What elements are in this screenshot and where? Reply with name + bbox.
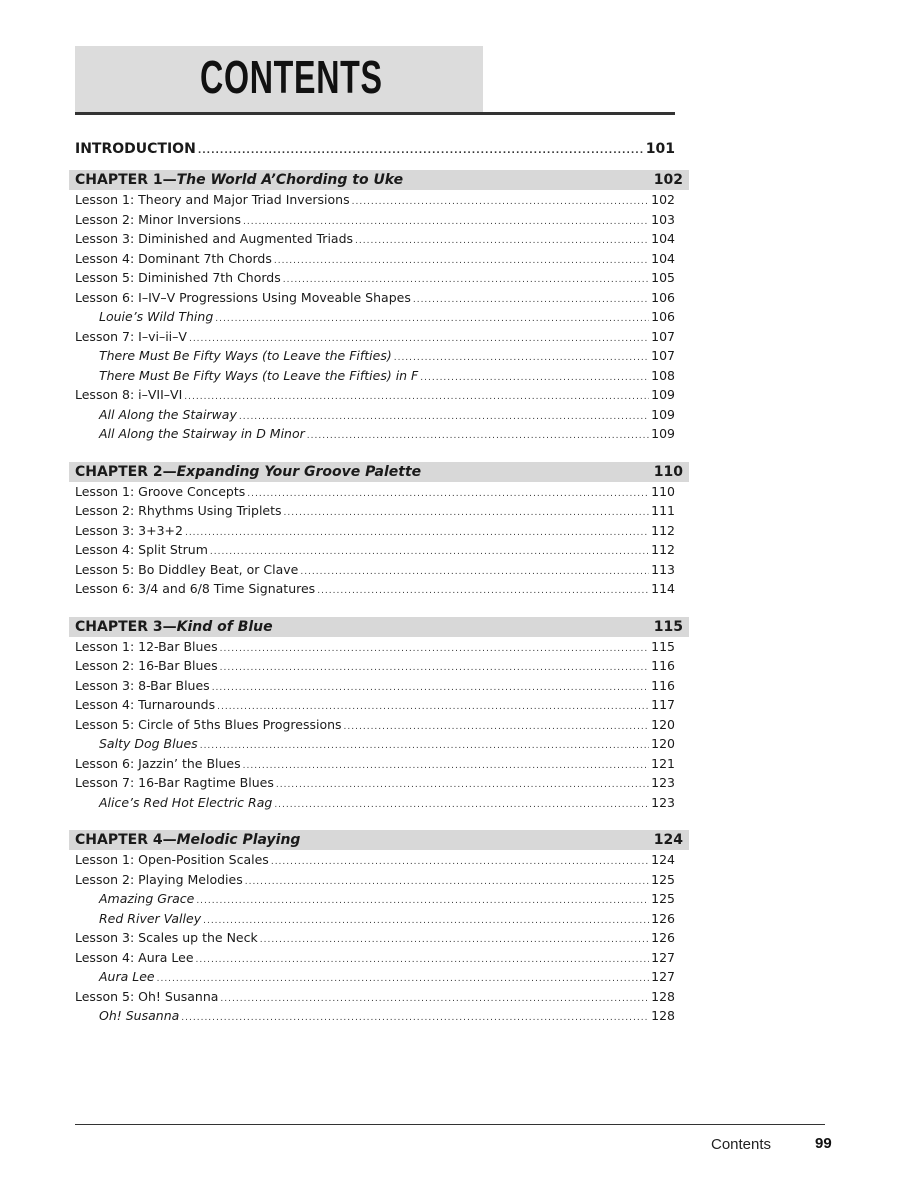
toc-entry[interactable] <box>75 676 675 696</box>
toc-entry-page: 112 <box>651 542 675 557</box>
dot-leader <box>200 737 649 757</box>
dot-leader <box>352 193 650 213</box>
chapter-title: CHAPTER 2—Expanding Your Groove Palette <box>75 463 422 480</box>
toc-entry-page: 127 <box>651 969 675 984</box>
toc-entry[interactable] <box>75 928 675 948</box>
dot-leader <box>260 931 649 951</box>
toc-entry-label: There Must Be Fifty Ways (to Leave the Fifties) <box>99 348 392 363</box>
dot-leader <box>196 892 649 912</box>
chapter-title: CHAPTER 3—Kind of Blue <box>75 618 273 635</box>
toc-entry-page: 128 <box>651 988 675 1004</box>
toc-entry[interactable] <box>75 754 675 774</box>
toc-song-entry[interactable] <box>75 424 675 444</box>
toc-entry-page: 117 <box>651 697 675 712</box>
toc-song-entry[interactable] <box>75 909 675 929</box>
toc-entry-page: 120 <box>651 716 675 732</box>
dot-leader <box>181 1009 649 1029</box>
toc-entry-page: 109 <box>651 426 675 441</box>
toc-entry[interactable] <box>75 288 675 308</box>
toc-entry-label: Red River Valley <box>99 910 202 926</box>
toc-entry-page: 125 <box>651 871 675 887</box>
toc-entry-label: Louie’s Wild Thing <box>99 309 214 324</box>
toc-entry-page: 110 <box>651 483 675 499</box>
toc-entry-page: 109 <box>651 406 675 422</box>
dot-leader <box>198 140 644 162</box>
footer-page-number: 99 <box>815 1135 832 1152</box>
toc-entry-page: 126 <box>651 930 675 945</box>
toc-entry-page: 101 <box>645 141 675 157</box>
dot-leader <box>245 873 649 893</box>
toc-entry-label: Lesson 3: 8-Bar Blues <box>75 677 210 693</box>
dot-leader <box>344 718 650 738</box>
toc-entry-label: Lesson 6: Jazzin’ the Blues <box>75 755 241 771</box>
toc-entry-page: 116 <box>651 677 675 693</box>
toc-entry-page: 114 <box>651 581 675 596</box>
toc-entry-page: 106 <box>651 309 675 324</box>
toc-entry[interactable] <box>75 656 675 676</box>
chapter-page: 115 <box>653 618 683 635</box>
chapter-title: CHAPTER 1—The World A’Chording to Uke <box>75 172 404 188</box>
toc-entry-label: Lesson 2: Minor Inversions <box>75 211 241 227</box>
toc-entry-label: Lesson 8: i–VII–VI <box>75 387 183 402</box>
toc-entry-page: 116 <box>651 658 675 673</box>
toc-entry-page: 121 <box>651 755 675 771</box>
dot-leader <box>300 563 649 583</box>
toc-song-entry[interactable] <box>75 405 675 425</box>
toc-entry-page: 126 <box>651 910 675 926</box>
chapter-2-heading[interactable] <box>69 462 689 482</box>
toc-entry-label: Lesson 1: Groove Concepts <box>75 483 246 499</box>
chapter-3-heading[interactable] <box>69 617 689 637</box>
toc-song-entry[interactable] <box>75 346 675 366</box>
toc-entry[interactable] <box>75 695 675 715</box>
toc-entry-label: Lesson 7: 16-Bar Ragtime Blues <box>75 775 274 790</box>
footer-section-label: Contents <box>711 1136 772 1153</box>
toc-entry-page: 107 <box>651 328 675 344</box>
dot-leader <box>276 776 649 796</box>
toc-entry-page: 109 <box>651 387 675 402</box>
footer-rule <box>75 1124 825 1125</box>
toc-entry[interactable] <box>75 540 675 560</box>
toc-entry-label: Lesson 3: Scales up the Neck <box>75 930 258 945</box>
dot-leader <box>307 427 649 447</box>
dot-leader <box>274 252 649 272</box>
toc-entry-label: Lesson 5: Oh! Susanna <box>75 988 219 1004</box>
toc-song-entry[interactable] <box>75 734 675 754</box>
dot-leader <box>220 990 649 1010</box>
toc-entry-label: Lesson 3: Diminished and Augmented Triads <box>75 231 354 246</box>
toc-entry[interactable] <box>75 268 675 288</box>
toc-entry-label: Alice’s Red Hot Electric Rag <box>99 794 273 810</box>
chapter-title: CHAPTER 4—Melodic Playing <box>75 832 301 848</box>
toc-entry-page: 125 <box>651 891 675 906</box>
toc-entry-page: 105 <box>651 270 675 285</box>
dot-leader <box>274 796 649 816</box>
toc-entry-label: Lesson 5: Diminished 7th Chords <box>75 270 281 285</box>
toc-entry[interactable] <box>75 560 675 580</box>
toc-entry-page: 120 <box>651 736 675 751</box>
chapter-4-heading[interactable] <box>69 830 689 850</box>
dot-leader <box>284 504 650 524</box>
toc-entry[interactable] <box>75 501 675 521</box>
toc-entry-label: Aura Lee <box>99 969 155 984</box>
toc-entry-label: Lesson 1: Theory and Major Triad Inversions <box>75 192 350 207</box>
toc-entry[interactable] <box>75 190 675 210</box>
dot-leader <box>203 912 649 932</box>
toc-entry-page: 112 <box>651 522 675 538</box>
chapter-1-heading[interactable] <box>69 170 689 190</box>
toc-entry-label: Lesson 2: 16-Bar Blues <box>75 658 218 673</box>
toc-entry-label: Lesson 5: Circle of 5ths Blues Progressions <box>75 716 342 732</box>
dot-leader <box>196 951 650 971</box>
toc-entry-page: 102 <box>651 192 675 207</box>
toc-entry-label: Lesson 7: I–vi–ii–V <box>75 328 187 344</box>
toc-entry-label: Lesson 4: Aura Lee <box>75 949 194 965</box>
toc-entry-label: Lesson 1: 12-Bar Blues <box>75 638 218 654</box>
toc-entry-page: 108 <box>651 367 675 383</box>
toc-entry-label: Lesson 6: I–IV–V Progressions Using Moveable Shapes <box>75 289 411 305</box>
toc-entry-label: Lesson 4: Dominant 7th Chords <box>75 250 272 266</box>
toc-entry-label: Lesson 3: 3+3+2 <box>75 522 183 538</box>
toc-entry[interactable] <box>75 229 675 249</box>
dot-leader <box>243 757 650 777</box>
toc-entry-label: Oh! Susanna <box>99 1008 180 1023</box>
toc-entry-label: All Along the Stairway <box>99 406 237 422</box>
dot-leader <box>247 485 649 505</box>
dot-leader <box>394 349 649 369</box>
title-rule <box>75 112 675 115</box>
toc-entry[interactable] <box>75 637 675 657</box>
toc-entry[interactable] <box>75 327 675 347</box>
chapter-page: 124 <box>653 832 683 848</box>
dot-leader <box>413 291 649 311</box>
toc-entry-page: 127 <box>651 949 675 965</box>
dot-leader <box>271 853 649 873</box>
dot-leader <box>420 369 649 389</box>
toc-entry-label: Salty Dog Blues <box>99 736 198 751</box>
toc-entry-label: Lesson 2: Rhythms Using Triplets <box>75 503 282 518</box>
toc-entry[interactable] <box>75 850 675 870</box>
dot-leader <box>185 524 649 544</box>
toc-introduction[interactable] <box>75 138 675 160</box>
toc-entry-page: 103 <box>651 211 675 227</box>
toc-entry-page: 106 <box>651 289 675 305</box>
dot-leader <box>220 640 650 660</box>
toc-song-entry[interactable] <box>75 967 675 987</box>
chapter-page: 102 <box>653 172 683 188</box>
toc-song-entry[interactable] <box>75 889 675 909</box>
toc-entry[interactable] <box>75 987 675 1007</box>
page-title: CONTENTS <box>200 51 383 103</box>
toc-song-entry[interactable] <box>75 307 675 327</box>
toc-entry-label: Lesson 6: 3/4 and 6/8 Time Signatures <box>75 581 316 596</box>
toc-entry-label: Lesson 4: Turnarounds <box>75 697 216 712</box>
dot-leader <box>355 232 649 252</box>
toc-entry[interactable] <box>75 948 675 968</box>
toc-entry-label: Lesson 4: Split Strum <box>75 542 208 557</box>
table-of-contents <box>75 138 683 1026</box>
toc-entry[interactable] <box>75 715 675 735</box>
toc-entry-page: 113 <box>651 561 675 577</box>
toc-song-entry[interactable] <box>75 793 675 813</box>
toc-entry[interactable] <box>75 482 675 502</box>
dot-leader <box>317 582 649 602</box>
toc-entry-page: 115 <box>651 638 675 654</box>
dot-leader <box>184 388 649 408</box>
toc-entry[interactable] <box>75 870 675 890</box>
toc-entry-label: There Must Be Fifty Ways (to Leave the Fifties) in F <box>99 367 419 383</box>
toc-entry-label: Amazing Grace <box>99 891 195 906</box>
toc-entry[interactable] <box>75 249 675 269</box>
toc-entry-page: 123 <box>651 775 675 790</box>
toc-entry[interactable] <box>75 579 675 599</box>
toc-entry-page: 123 <box>651 794 675 810</box>
toc-entry[interactable] <box>75 210 675 230</box>
toc-song-entry[interactable] <box>75 366 675 386</box>
toc-entry-page: 111 <box>651 503 675 518</box>
toc-entry-page: 107 <box>651 348 675 363</box>
toc-entry[interactable] <box>75 521 675 541</box>
dot-leader <box>220 659 650 679</box>
toc-entry-page: 104 <box>651 250 675 266</box>
toc-entry-page: 128 <box>651 1008 675 1023</box>
toc-entry-page: 104 <box>651 231 675 246</box>
toc-entry-label: All Along the Stairway in D Minor <box>99 426 305 441</box>
toc-song-entry[interactable] <box>75 1006 675 1026</box>
toc-entry-label: Lesson 1: Open-Position Scales <box>75 852 269 867</box>
toc-entry-label: Lesson 2: Playing Melodies <box>75 871 243 887</box>
toc-entry[interactable] <box>75 773 675 793</box>
dot-leader <box>212 679 649 699</box>
toc-entry-page: 124 <box>651 852 675 867</box>
toc-entry[interactable] <box>75 385 675 405</box>
dot-leader <box>215 310 649 330</box>
chapter-page: 110 <box>653 463 683 480</box>
dot-leader <box>157 970 650 990</box>
toc-entry-label: INTRODUCTION <box>75 141 196 157</box>
toc-entry-label: Lesson 5: Bo Diddley Beat, or Clave <box>75 561 299 577</box>
